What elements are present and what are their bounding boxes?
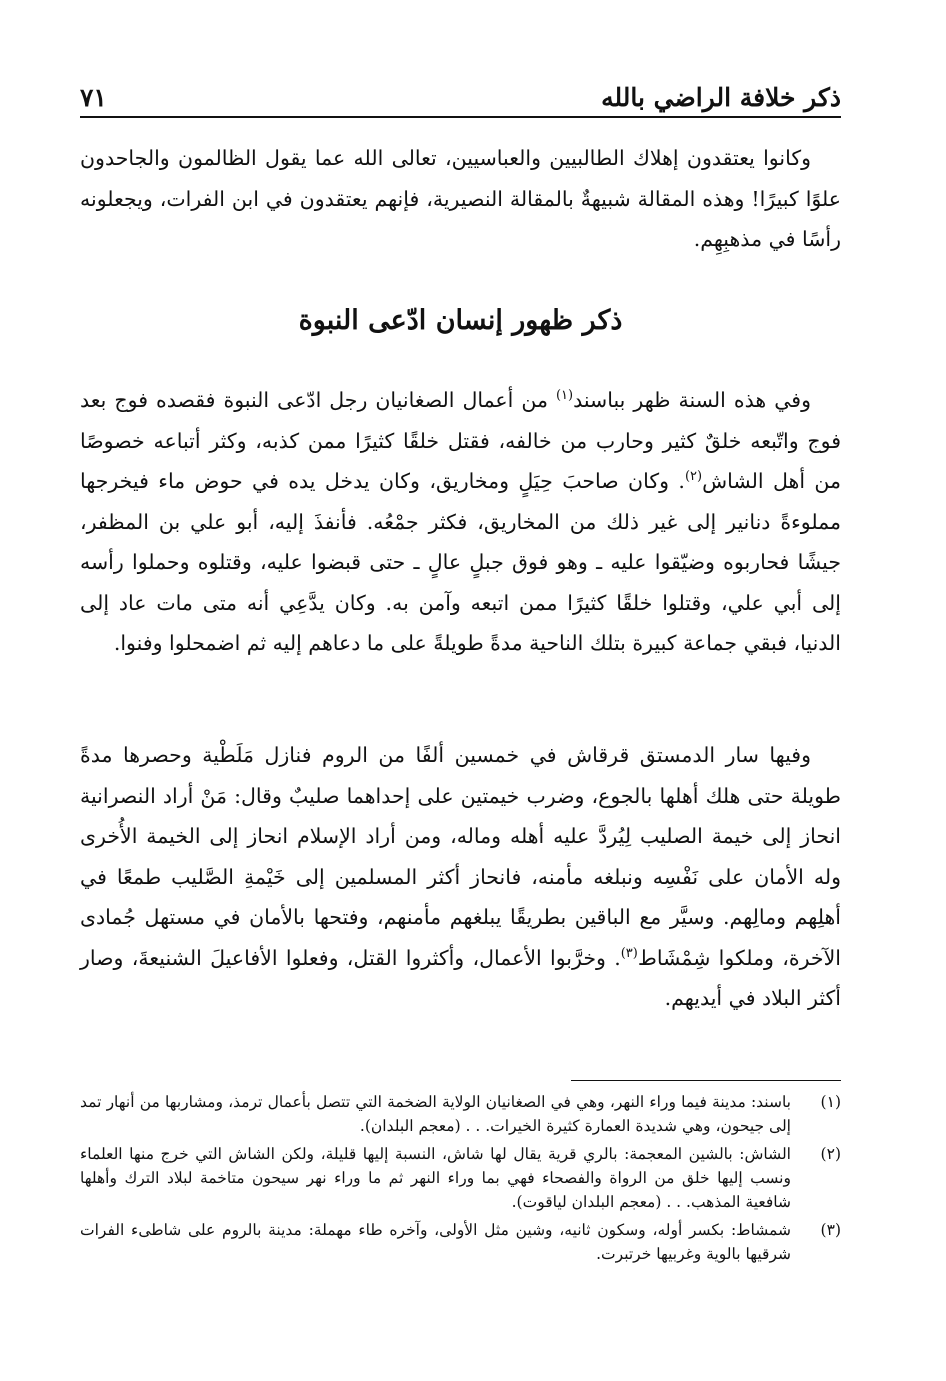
paragraph-1 xyxy=(80,138,841,260)
paragraph-text-part: وفيها سار الدمستق قرقاش في خمسين ألفًا من الروم فنازل مَلَطْية وحصرها مدةً طويلة حتى هلك أهلها بالجوع، وضرب خيمتين على إحداهما صليبٌ وقال: مَنْ أراد النصرانية انحاز إلى خيمة الصليب لِيُردَّ عليه أهله وماله، ومن أراد الإسلام انحاز إلى الخيمة الأُخرى وله الأمان على نَفْسِه ونبلغه مأمنه، فانحاز أكثر المسلمين إلى خَيْمةِ الصَّليب طمعًا في أهلِهم ومالِهم. وسيَّر مع الباقين بطريقًا يبلغهم مأمنهم، وفتحها بالأمان في مستهل جُمادى الآخرة، وملكوا شِمْشَاط xyxy=(80,743,841,970)
footnotes xyxy=(80,1090,841,1270)
footnote-number: (١) xyxy=(820,1093,841,1111)
paragraph-text-part: من أعمال الصغانيان رجل ادّعى النبوة فقصده فوج بعد فوج واتّبعه خلقٌ كثير وحارب من خالفه، فقتل خلقًا كثيرًا ممن كذبه، وكثر أتباعه خصوصًا من أهل الشاش xyxy=(80,388,841,493)
page-number: ٧١ xyxy=(80,83,107,112)
footnote-text: شمشاط: بكسر أوله، وسكون ثانيه، وشين مثل الأولى، وآخره طاء مهملة: مدينة بالروم على شاطىء الفرات شرقيها بالوية وغربيها خرتبرت. xyxy=(80,1221,791,1263)
paragraph-text xyxy=(80,380,841,664)
footnote-number: (٢) xyxy=(820,1145,841,1163)
section-title: ذكر ظهور إنسان ادّعى النبوة xyxy=(298,305,623,336)
footnote-ref-3[interactable]: (٣) xyxy=(620,945,638,961)
page-header xyxy=(80,72,841,112)
footnote-number: (٣) xyxy=(820,1221,841,1239)
footnote-item xyxy=(80,1142,841,1214)
footnote-divider xyxy=(571,1080,841,1081)
footnote-item xyxy=(80,1218,841,1266)
running-title: ذكر خلافة الراضي بالله xyxy=(601,83,841,112)
footnote-text: باسند: مدينة فيما وراء النهر، وهي في الصغانيان الولاية الضخمة التي تتصل بأعمال ترمذ، ومشاربها من أنهار تمد إلى جيحون، وهي شديدة العمارة كثيرة الخيرات. . . (معجم البلدان). xyxy=(80,1093,791,1135)
paragraph-text-part: وفي هذه السنة ظهر بباسند xyxy=(573,388,811,412)
footnote-ref-1[interactable]: (١) xyxy=(555,388,574,404)
footnote-ref-2[interactable]: (٢) xyxy=(684,469,703,485)
paragraph-text xyxy=(80,735,841,1019)
footnote-text: الشاش: بالشين المعجمة: بالري قرية يقال لها شاش، النسبة إليها قليلة، ولكن الشاش التي خرج منها العلماء ونسب إليها خلق من الرواة والفصحاء فهي بما وراء النهر ثم ما وراء نهر سيحون متاخمة لبلاد الترك وأهلها شافعية المذهب. . . (معجم البلدان لياقوت). xyxy=(80,1145,791,1211)
paragraph-text-part: . وكان صاحبَ حِيَلٍ ومخاريق، وكان يدخل يده في حوض ماء فيخرجها مملوءةً دنانير إلى غير ذلك من المخاريق، فكثر جمْعُه. فأنفذَ إليه، أبو علي بن المظفر، جيشًا فحاربوه وضيّقوا عليه ـ وهو فوق جبلٍ عالٍ ـ حتى قبضوا عليه، وقتلوه وحملوا رأسه إلى أبي علي، وقتلوا خلقًا كثيرًا ممن اتبعه وآمن به. وكان يدَّعِي أنه متى مات عاد إلى الدنيا، فبقي جماعة كبيرة بتلك الناحية مدةً طويلةً على ما دعاهم إليه ثم اضمحلوا وفنوا. xyxy=(80,469,841,655)
paragraph-3 xyxy=(80,735,841,1019)
header-divider xyxy=(80,116,841,118)
footnote-item xyxy=(80,1090,841,1138)
paragraph-text-part: . وخرَّبوا الأعمال، وأكثروا القتل، وفعلوا الأفاعيلَ الشنيعةَ، وصار أكثر البلاد في أيديهم. xyxy=(80,945,841,1010)
paragraph-2 xyxy=(80,380,841,664)
paragraph-text: وكانوا يعتقدون إهلاك الطالبيين والعباسيين، تعالى الله عما يقول الظالمون والجاحدون علوًا كبيرًا! وهذه المقالة شبيهةٌ بالمقالة النصيرية، فإنهم يعتقدون في ابن الفرات، ويجعلونه رأسًا في مذهبِهِم. xyxy=(80,146,841,251)
